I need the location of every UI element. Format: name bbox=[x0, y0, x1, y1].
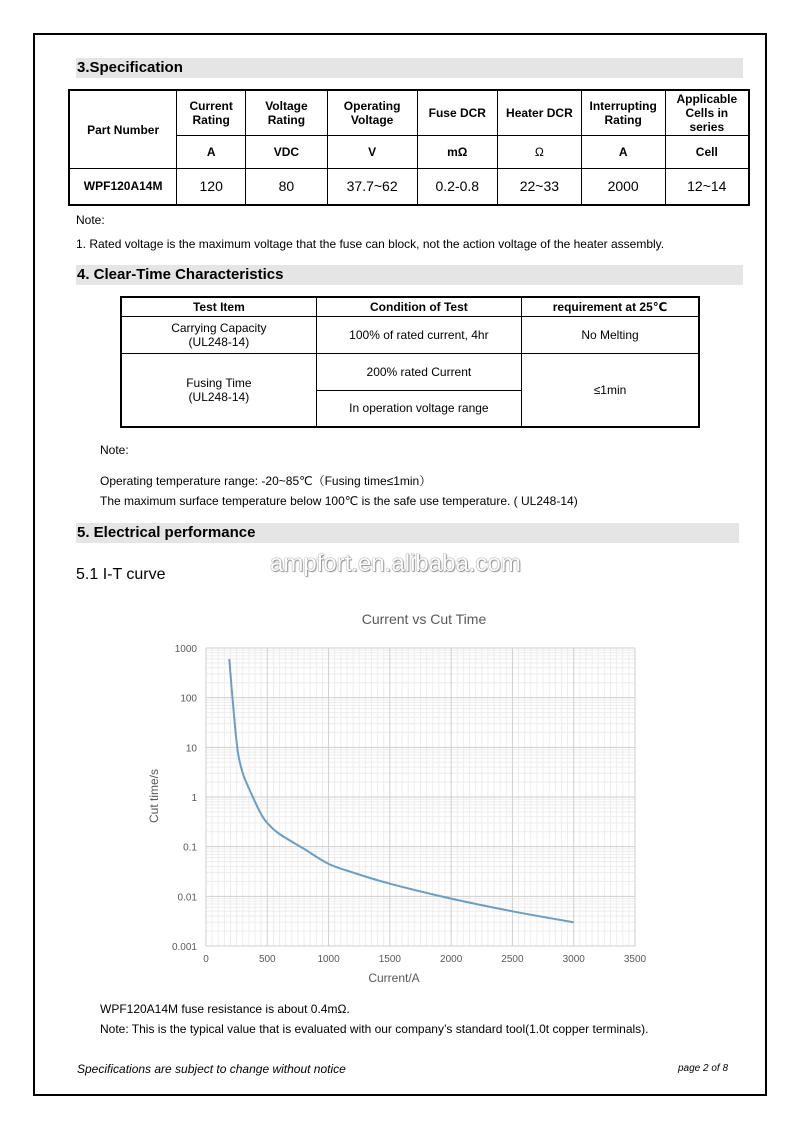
heater-dcr-value: 22~33 bbox=[498, 169, 582, 205]
voltage-rating-value: 80 bbox=[246, 169, 328, 205]
fusing-requirement: ≤1min bbox=[522, 353, 699, 427]
header-interrupting-rating: Interrupting Rating bbox=[581, 90, 665, 136]
section-3-note-1: 1. Rated voltage is the maximum voltage that the fuse can block, not the action voltage of the heater assembly. bbox=[76, 237, 665, 251]
chart-y-ticks bbox=[172, 644, 197, 953]
chart-x-tick-label: 1000 bbox=[317, 954, 340, 965]
part-number-value: WPF120A14M bbox=[69, 169, 177, 205]
header-operating-voltage: Operating Voltage bbox=[327, 90, 417, 136]
unit-cell: Cell bbox=[665, 136, 749, 169]
chart-series-line bbox=[229, 659, 573, 922]
header-applicable-cells: Applicable Cells in series bbox=[665, 90, 749, 136]
header-requirement: requirement at 25℃ bbox=[522, 297, 699, 316]
chart-x-tick-label: 500 bbox=[258, 954, 276, 965]
chart-title: Current vs Cut Time bbox=[361, 611, 487, 627]
it-curve-subtitle: 5.1 I-T curve bbox=[76, 566, 166, 583]
section-4-note-1: Operating temperature range: -20~85℃（Fusing time≤1min） bbox=[100, 474, 432, 488]
chart-y-tick-label: 0.1 bbox=[183, 842, 197, 854]
chart-series-layer bbox=[229, 659, 573, 922]
chart-y-axis-label: Cut time/s bbox=[147, 768, 161, 824]
section-4-note-label: Note: bbox=[100, 443, 129, 457]
chart-x-ticks bbox=[203, 954, 646, 965]
section-5-heading: 5. Electrical performance bbox=[76, 523, 739, 543]
header-fuse-dcr: Fuse DCR bbox=[417, 90, 498, 136]
header-test-item: Test Item bbox=[121, 297, 316, 316]
footer-disclaimer: Specifications are subject to change without notice bbox=[77, 1062, 346, 1076]
fusing-item-line2: (UL248-14) bbox=[188, 389, 250, 404]
fusing-condition-2: In operation voltage range bbox=[316, 390, 521, 427]
chart-x-tick-label: 0 bbox=[203, 954, 209, 965]
chart-y-tick-label: 1 bbox=[191, 793, 197, 804]
header-condition: Condition of Test bbox=[316, 297, 521, 316]
unit-cell: V bbox=[327, 136, 417, 169]
section-3-note-label: Note: bbox=[76, 213, 105, 227]
section-4-note-2: The maximum surface temperature below 100℃ is the safe use temperature. ( UL248-14) bbox=[100, 494, 578, 508]
carrying-item-line1: Carrying Capacity bbox=[171, 320, 267, 335]
chart-x-tick-label: 2500 bbox=[501, 954, 524, 965]
carrying-item-line2: (UL248-14) bbox=[188, 334, 250, 349]
unit-cell: Ω bbox=[498, 136, 582, 169]
header-heater-dcr: Heater DCR bbox=[498, 90, 582, 136]
fusing-condition-1: 200% rated Current bbox=[316, 353, 521, 390]
section-3-heading: 3.Specification bbox=[76, 58, 743, 78]
applicable-cells-value: 12~14 bbox=[665, 169, 749, 205]
current-rating-value: 120 bbox=[177, 169, 246, 205]
header-voltage-rating: Voltage Rating bbox=[246, 90, 328, 136]
section-4-heading: 4. Clear-Time Characteristics bbox=[76, 265, 743, 285]
typical-value-note: Note: This is the typical value that is evaluated with our company’s standard tool(1.0t copper terminals). bbox=[100, 1022, 649, 1036]
unit-cell: A bbox=[177, 136, 246, 169]
operating-voltage-value: 37.7~62 bbox=[327, 169, 417, 205]
watermark: ampfort.en.alibaba.com bbox=[270, 550, 521, 577]
interrupting-rating-value: 2000 bbox=[581, 169, 665, 205]
chart-y-tick-label: 0.01 bbox=[177, 892, 197, 904]
resistance-note: WPF120A14M fuse resistance is about 0.4mΩ. bbox=[100, 1002, 350, 1016]
chart-x-axis-label: Current/A bbox=[368, 971, 420, 985]
fusing-item-line1: Fusing Time bbox=[186, 375, 252, 390]
unit-cell: mΩ bbox=[417, 136, 498, 169]
chart-x-tick-label: 1500 bbox=[378, 954, 401, 965]
chart-x-tick-label: 3500 bbox=[623, 954, 647, 965]
header-current-rating: Current Rating bbox=[177, 90, 246, 136]
chart-y-tick-label: 0.001 bbox=[171, 942, 197, 953]
fuse-dcr-value: 0.2-0.8 bbox=[417, 169, 498, 205]
unit-cell: VDC bbox=[246, 136, 328, 169]
chart-x-tick-label: 3000 bbox=[562, 954, 585, 965]
unit-cell: A bbox=[581, 136, 665, 169]
chart-x-tick-label: 2000 bbox=[440, 954, 463, 965]
carrying-requirement: No Melting bbox=[522, 316, 699, 353]
carrying-condition: 100% of rated current, 4hr bbox=[316, 316, 521, 353]
header-part-number: Part Number bbox=[69, 90, 177, 169]
chart-y-tick-label: 10 bbox=[185, 743, 197, 755]
chart-y-tick-label: 1000 bbox=[174, 644, 197, 655]
page-number: page 2 of 8 bbox=[678, 1063, 729, 1074]
chart-y-tick-label: 100 bbox=[180, 693, 197, 705]
